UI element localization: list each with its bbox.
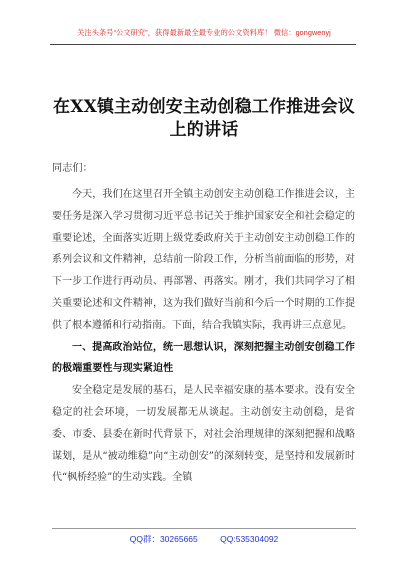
footer-qq-group: QQ群：30265665	[129, 534, 198, 544]
document-body	[52, 184, 355, 489]
footer-divider	[52, 528, 356, 529]
footer-note	[0, 533, 408, 545]
body-paragraph: 安全稳定是发展的基石，是人民幸福安康的基本要求。没有安全稳定的社会环境，一切发展都无从谈起。主动创安主动创稳，是省委、市委、县委在新时代背景下，对社会治理规律的深刻把握和战略谋划，是从“被动维稳”向“主动创安”的深刻转变，是坚持和发展新时代“枫桥经验”的生动实践。全镇	[52, 385, 355, 484]
title-line-1: 在XX镇主动创安主动创稳工作推进会议	[53, 97, 355, 117]
body-paragraph: 今天，我们在这里召开全镇主动创安主动创稳工作推进会议，主要任务是深入学习贯彻习近平总书记关于维护国家安全和社会稳定的重要论述，全面落实近期上级党委政府关于主动创安主动创稳工作的系列会议和文件精神，总结前一阶段工作，分析当前面临的形势，对下一步工作进行再动员、再部署、再落实。刚才，我们共同学习了相关重要论述和文件精神，这为我们做好当前和今后一个时期的工作提供了根本遵循和行动指南。下面，结合我镇实际，我再讲三点意见。	[52, 189, 355, 331]
header-divider	[50, 44, 356, 45]
footer-qq: QQ:535304092	[220, 534, 279, 544]
section-heading: 一、提高政治站位，统一思想认识，深刻把握主动创安创稳工作的极端重要性与现实紧迫性	[52, 341, 355, 375]
salutation: 同志们：	[52, 163, 93, 174]
header-note: 关注头条号“公文研究”，获得最新最全最专业的公文资料库！ 微信：gongwenyj	[77, 28, 331, 37]
document-title	[40, 96, 368, 142]
title-line-2: 上的讲话	[169, 120, 239, 140]
